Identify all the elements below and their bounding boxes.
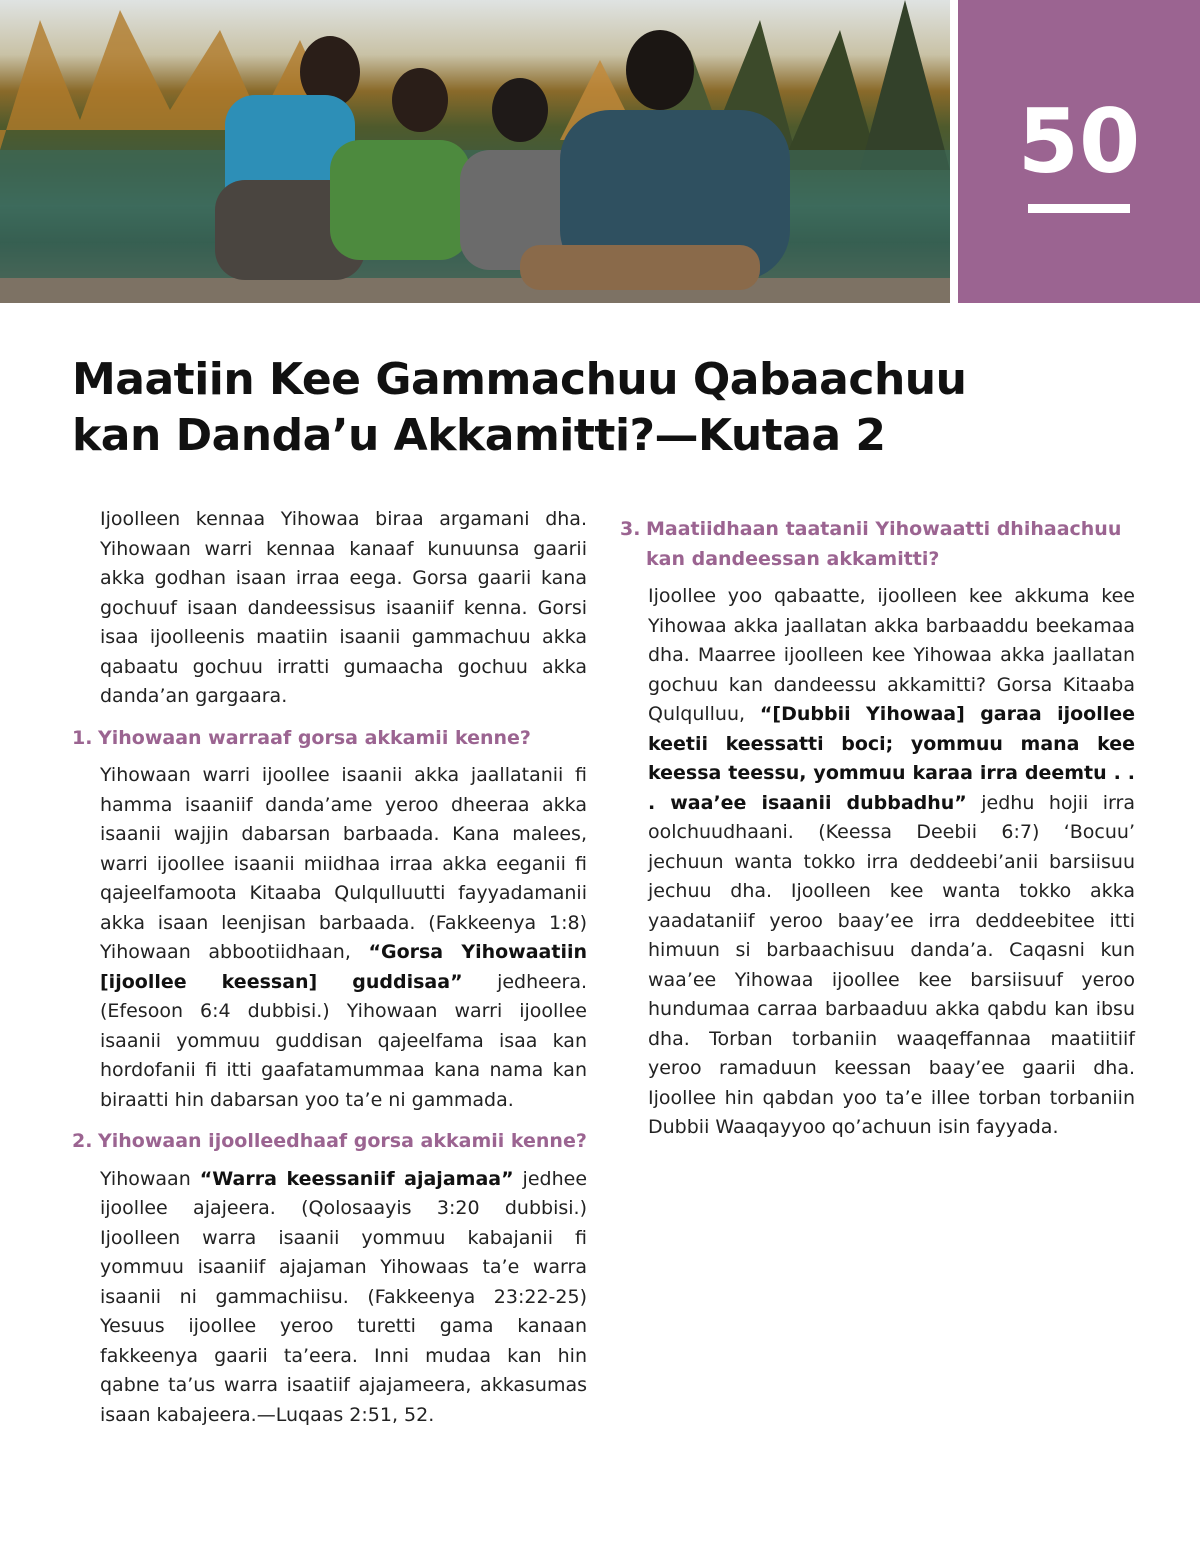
page-title [72, 352, 1112, 464]
title-line-1: Maatiin Kee Gammachuu Qabaachuu [72, 354, 967, 405]
lesson-number: 50 [1017, 90, 1141, 193]
section-3-question: 3. Maatiidhaan taatanii Yihowaatti dhihaachuu kan dandeessan akkamitti? [620, 518, 1122, 570]
intro-paragraph: Ijoolleen kennaa Yihowaa biraa argamani dha. Yihowaan warri kennaa kanaaf kunuunsa gaarii akka godhan isaan irraa eega. Gorsa gaarii kana gochuuf isaan dandeessisus isaaniif kenna. Gorsi isaa ijoolleenis maatiin isaanii gammachuu akka qabaatu gochuu irratti gumaacha gochuu akka danda’an gargaara. [100, 508, 587, 707]
header-photo [0, 0, 950, 303]
lesson-badge [958, 0, 1200, 303]
section-1-question: 1. Yihowaan warraaf gorsa akkamii kenne? [72, 726, 531, 749]
section-1-paragraph: Yihowaan warri ijoollee isaanii akka jaallatanii fi hamma isaaniif danda’ame yeroo dheeraa akka isaanii wajjin dabarsan barbaada. Kana malees, warri ijoollee isaanii miidhaa irraa akka eeganii fi qajeelfamoota Kitaaba Qulqulluutti fayyadamanii akka isaan leenjisan barbaada. (Fakkeenya 1:8) Yihowaan abbootiidhaan, “Gorsa Yihowaatiin [ijoollee keessan] guddisaa” jedheera. (Efesoon 6:4 dubbisi.) Yihowaan warri ijoollee isaanii yommuu guddisan qajeelfama isaa kan hordofanii fi itti gaafatamummaa kana nama kan biraatti hin dabarsan yoo ta’e ni gammada. [100, 764, 588, 1111]
title-line-2: kan Danda’u Akkamitti?—Kutaa 2 [72, 410, 886, 461]
section-3-quote: “[Dubbii Yihowaa] garaa ijoollee keetii keessatti boci; yommuu mana kee keessa teessu, yommuu karaa irra deemtu . . . waa’ee isaanii dubbadhu” [648, 703, 1135, 814]
section-1-quote: “Gorsa Yihowaatiin [ijoollee keessan] guddisaa” [100, 941, 587, 993]
section-2-paragraph: Yihowaan “Warra keessaniif ajajamaa” jedhee ijoollee ajajeera. (Qolosaayis 3:20 dubbisi.) Ijoolleen warra isaanii yommuu kabajanii fi yommuu isaaniif ajajaman Yihowaas ta’e warra isaanii ni gammachiisu. (Fakkeenya 23:22-25) Yesuus ijoollee yeroo turetti gama kanaan fakkeenya gaarii ta’eera. Inni mudaa kan hin qabne ta’us warra isaatiif ajajameera, akkasumas isaan kabajeera.—Luqaas 2:51, 52. [100, 1167, 588, 1426]
right-column [620, 505, 1135, 1155]
section-2-quote: “Warra keessaniif ajajamaa” [199, 1167, 514, 1190]
section-3-paragraph: Ijoollee yoo qabaatte, ijoolleen kee akkuma kee Yihowaa akka jaallatan akka barbaaddu beekamaa dha. Maarree ijoolleen kee Yihowaa akka jaallatan gochuu kan dandeessu akkamitti? Gorsa Kitaaba Qulqulluu, “[Dubbii Yihowaa] garaa ijoollee keetii keessatti boci; yommuu mana kee keessa teessu, yommuu karaa irra deemtu . . . waa’ee isaanii dubbadhu” jedhu hojii irra oolchuudhaani. (Keessa Deebii 6:7) ‘Bocuu’ jechuun wanta tokko irra deddeebi’anii barsiisuu jechuu dha. Ijoolleen kee wanta tokko akka yaadataniif yeroo baay’ee irra deddeebitee itti himuun si barbaachisuu danda’a. Caqasni kun waa’ee Yihowaa ijoollee kee barsiisuuf yeroo hundumaa carraa barbaaduu akka qabdu kan ibsu dha. Torban torbaniin waaqeffannaa maatiitiif yeroo ramaduun keessan baay’ee gaarii dha. Ijoollee hin qabdan yoo ta’e illee torban torbaniin Dubbii Waaqayyoo qo’achuun isin fayyada. [648, 585, 1135, 1138]
section-2-question: 2. Yihowaan ijoolleedhaaf gorsa akkamii kenne? [72, 1130, 587, 1152]
badge-underline [1028, 204, 1130, 213]
left-column [72, 505, 587, 1442]
family-sitting-on-dock-photo [0, 0, 950, 303]
